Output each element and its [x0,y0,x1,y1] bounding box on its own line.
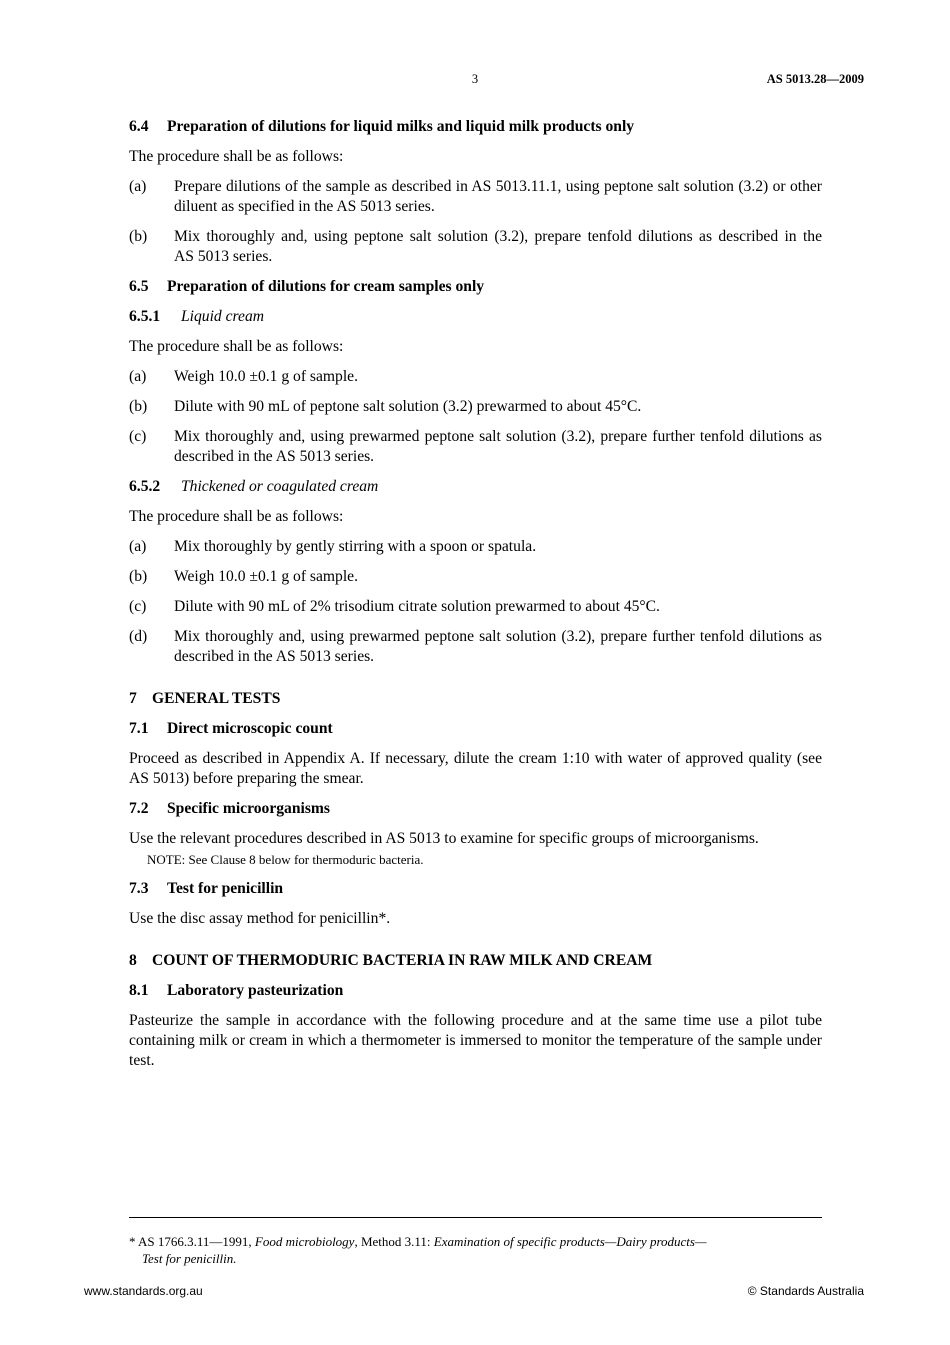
paragraph: Proceed as described in Appendix A. If necessary, dilute the cream 1:10 with water of approved quality (see AS 5013) before preparing the smear. [129,750,822,787]
list-item: (c) Dilute with 90 mL of 2% trisodium citrate solution prewarmed to about 45°C. [129,598,660,615]
footnote: * AS 1766.3.11—1991, Food microbiology, Method 3.11: Examination of specific products—Dairy products— Test for penicillin. [129,1234,707,1266]
note: NOTE: See Clause 8 below for thermoduric bacteria. [147,852,424,867]
heading-6-5-2: 6.5.2 Thickened or coagulated cream [129,478,379,495]
list-item: (b) Weigh 10.0 ±0.1 g of sample. [129,568,359,585]
paragraph: The procedure shall be as follows: [129,338,344,355]
heading-7-1: 7.1 Direct microscopic count [129,720,333,737]
list-item: (a) Prepare dilutions of the sample as described in AS 5013.11.1, using peptone salt solution (3.2) or other diluent as specified in the AS 5013 series. [129,178,822,215]
paragraph: The procedure shall be as follows: [129,508,344,525]
heading-8: 8 COUNT OF THERMODURIC BACTERIA IN RAW MILK AND CREAM [129,952,653,969]
list-item: (d) Mix thoroughly and, using prewarmed peptone salt solution (3.2), prepare further tenfold dilutions as described in the AS 5013 series. [129,628,822,665]
heading-6-4: 6.4 Preparation of dilutions for liquid milks and liquid milk products only [129,118,635,135]
paragraph: Pasteurize the sample in accordance with the following procedure and at the same time use a pilot tube containing milk or cream in which a thermometer is immersed to monitor the temperature of the sample under test. [129,1012,822,1069]
heading-6-5: 6.5 Preparation of dilutions for cream samples only [129,278,485,295]
footnote-divider [129,1217,822,1218]
heading-7: 7 GENERAL TESTS [129,690,281,707]
standard-id: AS 5013.28—2009 [766,72,864,86]
page-number: 3 [471,72,479,86]
list-item: (a) Weigh 10.0 ±0.1 g of sample. [129,368,359,385]
heading-7-2: 7.2 Specific microorganisms [129,800,330,817]
list-item: (b) Dilute with 90 mL of peptone salt solution (3.2) prewarmed to about 45°C. [129,398,642,415]
footer-copyright: © Standards Australia [747,1284,864,1298]
list-item: (b) Mix thoroughly and, using peptone salt solution (3.2), prepare tenfold dilutions as described in the AS 5013 series. [129,228,822,265]
list-item: (a) Mix thoroughly by gently stirring with a spoon or spatula. [129,538,537,555]
document-body [129,117,822,1081]
paragraph: Use the relevant procedures described in AS 5013 to examine for specific groups of microorganisms. [129,830,759,847]
heading-8-1: 8.1 Laboratory pasteurization [129,982,344,999]
list-item: (c) Mix thoroughly and, using prewarmed peptone salt solution (3.2), prepare further tenfold dilutions as described in the AS 5013 series. [129,428,822,465]
footer-website: www.standards.org.au [84,1284,203,1298]
heading-7-3: 7.3 Test for penicillin [129,880,284,897]
heading-6-5-1: 6.5.1 Liquid cream [129,308,265,325]
paragraph: Use the disc assay method for penicillin*. [129,910,391,927]
paragraph: The procedure shall be as follows: [129,148,344,165]
